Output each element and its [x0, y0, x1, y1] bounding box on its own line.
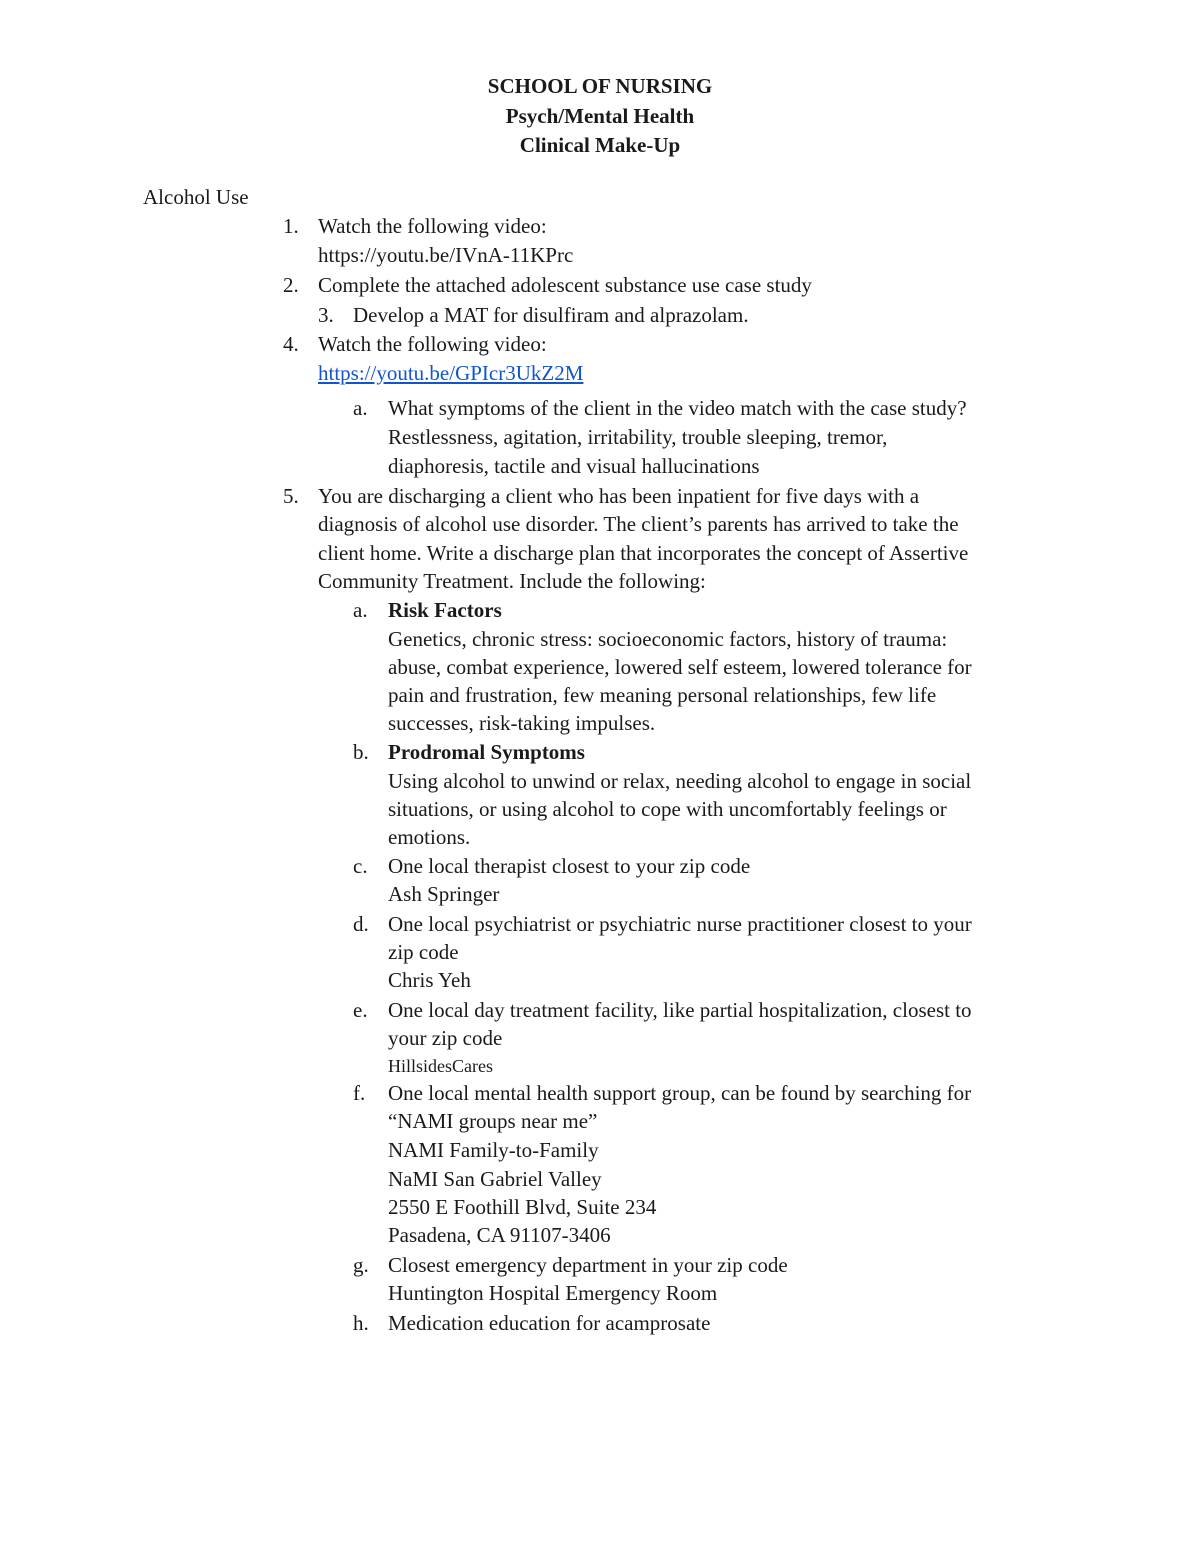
item-5f-letter: f.: [353, 1081, 366, 1105]
item-5-line-1: You are discharging a client who has been inpatient for five days with a: [318, 484, 920, 508]
item-5g-question: Closest emergency department in your zip code: [388, 1253, 788, 1277]
item-5f-answer-line-2: NaMI San Gabriel Valley: [388, 1167, 602, 1191]
item-5g-letter: g.: [353, 1253, 369, 1277]
item-5d-question-line-2: zip code: [388, 940, 459, 964]
item-3-text: Develop a MAT for disulfiram and alprazolam.: [353, 303, 749, 327]
item-2-text: Complete the attached adolescent substance use case study: [318, 273, 812, 297]
item-5a-line-1: Genetics, chronic stress: socioeconomic factors, history of trauma:: [388, 627, 948, 651]
item-5d-question-line-1: One local psychiatrist or psychiatric nurse practitioner closest to your: [388, 912, 972, 936]
item-5e-question-line-2: your zip code: [388, 1026, 503, 1050]
item-5b-heading: Prodromal Symptoms: [388, 740, 585, 764]
item-5f-answer-line-4: Pasadena, CA 91107-3406: [388, 1223, 611, 1247]
item-4a-answer-line-2: diaphoresis, tactile and visual hallucinations: [388, 454, 760, 478]
section-heading: Alcohol Use: [143, 185, 249, 209]
item-4-text: Watch the following video:: [318, 332, 547, 356]
item-5a-line-2: abuse, combat experience, lowered self esteem, lowered tolerance for: [388, 655, 972, 679]
item-5a-heading: Risk Factors: [388, 598, 502, 622]
page-subtitle: Psych/Mental Health: [505, 104, 695, 128]
item-5e-letter: e.: [353, 998, 368, 1022]
item-3-number: 3.: [318, 303, 334, 327]
item-1-number: 1.: [283, 214, 299, 238]
item-5d-letter: d.: [353, 912, 369, 936]
item-5g-answer: Huntington Hospital Emergency Room: [388, 1281, 718, 1305]
item-5f-question-line-2: “NAMI groups near me”: [388, 1109, 598, 1133]
item-1-text: Watch the following video:: [318, 214, 547, 238]
item-5-line-3: client home. Write a discharge plan that incorporates the concept of Assertive: [318, 541, 969, 565]
item-5c-letter: c.: [353, 854, 368, 878]
item-5-line-4: Community Treatment. Include the following:: [318, 569, 706, 593]
item-1-link-text: https://youtu.be/IVnA-11KPrc: [318, 243, 574, 267]
item-5f-answer-line-1: NAMI Family-to-Family: [388, 1138, 599, 1162]
item-5a-letter: a.: [353, 598, 368, 622]
item-5f-answer-line-3: 2550 E Foothill Blvd, Suite 234: [388, 1195, 657, 1219]
item-5f-question-line-1: One local mental health support group, can be found by searching for: [388, 1081, 972, 1105]
item-2-number: 2.: [283, 273, 299, 297]
item-4a-letter: a.: [353, 396, 368, 420]
item-5c-answer: Ash Springer: [388, 882, 500, 906]
item-5e-answer: HillsidesCares: [388, 1056, 493, 1076]
page-title: SCHOOL OF NURSING: [487, 74, 713, 98]
item-5h-question: Medication education for acamprosate: [388, 1311, 711, 1335]
item-5b-letter: b.: [353, 740, 369, 764]
item-5b-line-1: Using alcohol to unwind or relax, needing alcohol to engage in social: [388, 769, 972, 793]
item-5c-question: One local therapist closest to your zip code: [388, 854, 751, 878]
item-4a-question: What symptoms of the client in the video match with the case study?: [388, 396, 967, 420]
item-4-link[interactable]: https://youtu.be/GPIcr3UkZ2M: [318, 361, 584, 385]
item-5-number: 5.: [283, 484, 299, 508]
page-subtitle-2: Clinical Make-Up: [519, 133, 681, 157]
item-5b-line-3: emotions.: [388, 825, 471, 849]
item-5d-answer: Chris Yeh: [388, 968, 471, 992]
item-5-line-2: diagnosis of alcohol use disorder. The client’s parents has arrived to take the: [318, 512, 959, 536]
item-5a-line-4: successes, risk-taking impulses.: [388, 711, 656, 735]
item-5b-line-2: situations, or using alcohol to cope with uncomfortably feelings or: [388, 797, 947, 821]
item-4-number: 4.: [283, 332, 299, 356]
item-5h-letter: h.: [353, 1311, 369, 1335]
item-4a-answer-line-1: Restlessness, agitation, irritability, trouble sleeping, tremor,: [388, 425, 888, 449]
item-5a-line-3: pain and frustration, few meaning personal relationships, few life: [388, 683, 937, 707]
item-5e-question-line-1: One local day treatment facility, like partial hospitalization, closest to: [388, 998, 972, 1022]
